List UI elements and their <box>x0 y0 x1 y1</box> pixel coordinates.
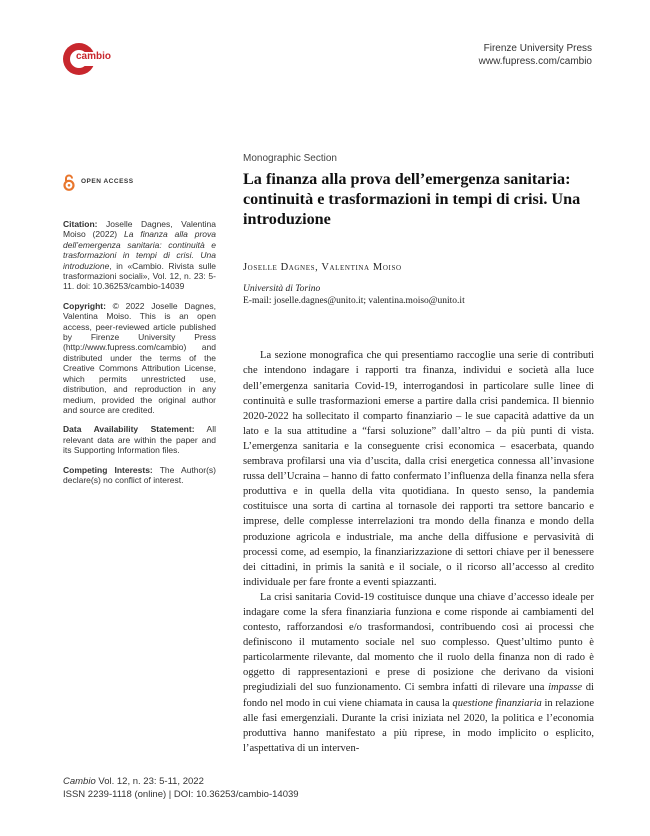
competing-interests <box>63 465 216 486</box>
competing-interests-label: Competing Interests: <box>63 464 153 475</box>
publisher-name: Firenze University Press <box>483 43 592 54</box>
copyright-text: © 2022 Joselle Dagnes, Valentina Moiso. This is an open access, peer-reviewed article published by Firenze University Press (http://www.fupress.com/cambio) and distributed under the terms of the Creative Commons Attribution License, which permits unrestricted use, distribution, and reproduction in any medium, provided the original author and source are credited. <box>63 300 216 415</box>
publisher-info <box>479 42 592 68</box>
citation-label: Citation: <box>63 219 98 229</box>
paragraph-1: La sezione monografica che qui presentiamo raccoglie una serie di contributi che intendono indagare i rapporti tra finanza, individui e società alla luce dell’emergenza sanitaria Covid-19, interrogandosi in particolare sulle linee di continuità e sulle trasformazioni emerse a partire dalla crisi pandemica. Il biennio 2020-2022 ha sollecitato il comparto finanziario – le sue capacità adattive da un lato e la sua attitudine a “farsi soluzione” dall’altro – da più punti di vista. L’emergenza sanitaria e la conseguente crisi economica – esacerbata, quando sembrava profilarsi una via d’uscita, dalla crisi energetica connessa all’invasione russa dell’Ucraina – hanno di fatto confermato l’influenza della finanza nella sfera produttiva e in quella della vita quotidiana. In questo senso, la pandemia costituisce una sorta di cartina al tornasole dei rapporti tra settore bancario e imprese, delle complesse interrelazioni tra mondo della finanza e mondo della produzione agricola e industriale, ma anche della diffusione e pervasività di processi come, ad esempio, la finanziarizzazione di settori chiave per il benessere dei cittadini, in primis la sanità e il sociale, o il ricorso all’accesso al credito individuale per fare fronte a eventi spiazzanti. <box>243 350 594 588</box>
article-title: La finanza alla prova dell’emergenza sanitaria: continuità e trasformazioni in tempi di crisi. Una introduzione <box>243 170 581 228</box>
article-authors: Joselle Dagnes, Valentina Moiso <box>243 262 402 274</box>
footer-volume: Vol. 12, n. 23: 5-11, 2022 <box>95 776 204 787</box>
footer-issn: ISSN 2239-1118 (online) | DOI: 10.36253/cambio-14039 <box>63 788 299 800</box>
author-email: E-mail: joselle.dagnes@unito.it; valentina.moiso@unito.it <box>243 296 465 307</box>
citation <box>63 219 216 292</box>
logo-text: cambio <box>76 51 112 62</box>
article-body <box>243 348 594 756</box>
term-questione-finanziaria: questione finanziaria <box>452 697 542 709</box>
data-availability-label: Data Availability Statement: <box>63 424 195 435</box>
publisher-website[interactable]: www.fupress.com/cambio <box>478 56 592 67</box>
footer-citation <box>63 776 299 789</box>
copyright <box>63 301 216 415</box>
data-availability <box>63 424 216 455</box>
citation-text-b: , in «Cambio. Rivista sulle trasformazioni sociali», Vol. 12, n. 23: 5-11. doi: 10.36253/cambio-14039 <box>63 260 216 292</box>
section-label: Monographic Section <box>243 153 337 164</box>
paragraph-2-c: in relazione alle fasi emergenziali. Durante la crisi iniziata nel 2020, la politica e l’economia produttiva hanno manifestato a più riprese, in modo implicito o esplicito, l’aspettativa di un interven- <box>243 697 594 754</box>
open-access-icon <box>63 174 75 191</box>
paragraph-2-b: di fondo nel modo in cui viene chiamata in causa la <box>243 682 594 709</box>
article-main <box>243 153 594 756</box>
open-access-label: OPEN ACCESS <box>81 178 134 186</box>
data-availability-text: All relevant data are within the paper and its Supporting Information files. <box>63 424 216 456</box>
term-impasse: impasse <box>548 682 583 694</box>
page-footer <box>63 776 299 801</box>
copyright-label: Copyright: <box>63 300 106 311</box>
sidebar <box>63 174 216 494</box>
footer-journal: Cambio <box>63 776 96 787</box>
citation-title: La finanza alla prova dell’emergenza sanitaria: continuità e trasformazioni in tempi di crisi. Una introduzione <box>63 229 216 271</box>
open-access-badge <box>63 174 216 191</box>
paragraph-2 <box>243 590 594 756</box>
competing-interests-text: The Author(s) declare(s) no conflict of interest. <box>63 464 216 485</box>
paragraph-2-a: La crisi sanitaria Covid-19 costituisce dunque una chiave d’accesso ideale per indagare come la sfera finanziaria funziona e come risponde ai cambiamenti del contesto, rafforzandosi e/o trasformandosi, contribuendo così ai processi che definiscono il mutamento sociale nel suo complesso. Quest’ultimo punto è particolarmente rilevante, dal momento che il ruolo della finanza non di rado è oggetto di rappresentazioni e prese di posizione che derivano da visioni pregiudiziali del suo funzionamento. Ci sembra infatti di rilevare una <box>243 591 594 694</box>
author-affiliation: Università di Torino <box>243 284 321 295</box>
citation-text-a: Joselle Dagnes, Valentina Moiso (2022) <box>63 219 216 240</box>
